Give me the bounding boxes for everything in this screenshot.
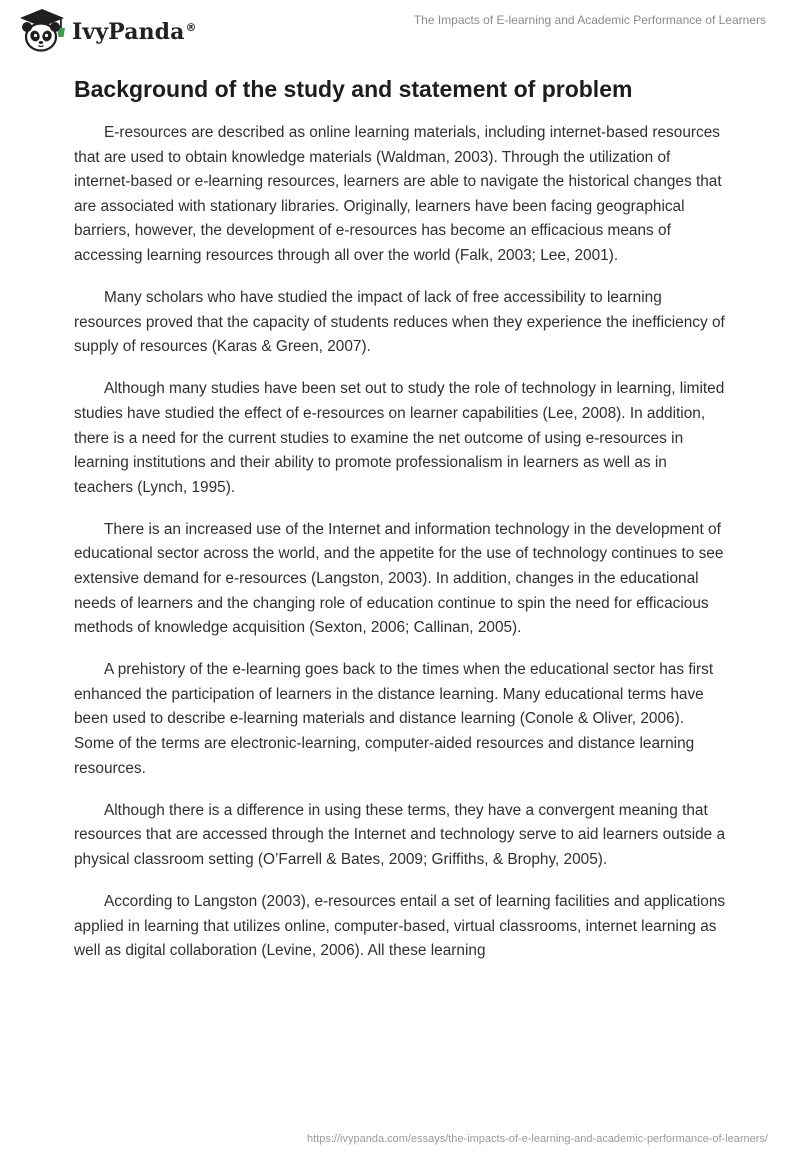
article-body <box>74 121 726 981</box>
source-url[interactable]: https://ivypanda.com/essays/the-impacts-of-e-learning-and-academic-performance-of-learners/ <box>307 1133 768 1145</box>
paragraph: Although many studies have been set out to study the role of technology in learning, limited studies have studied the effect of e-resources on learner capabilities (Lee, 2008). In addition, there is a need for the current studies to examine the net outcome of using e-resources in learning institutions and their ability to promote professionalism in learners as well as in teachers (Lynch, 1995). <box>74 380 725 496</box>
ivypanda-logo[interactable] <box>16 8 197 54</box>
paragraph: E-resources are described as online learning materials, including internet-based resources that are used to obtain knowledge materials (Waldman, 2003). Through the utilization of internet-based or e-learning resources, learners are able to navigate the historical changes that are associated with stationary libraries. Originally, learners have been facing geographical barriers, however, the development of e-resources has become an efficacious means of accessing learning resources through all over the world (Falk, 2003; Lee, 2001). <box>74 124 722 264</box>
paragraph: There is an increased use of the Internet and information technology in the development of educational sector across the world, and the appetite for the use of technology continues to see extensive demand for e-resources (Langston, 2003). In addition, changes in the educational needs of learners and the changing role of education continue to spin the need for efficacious methods of knowledge acquisition (Sexton, 2006; Callinan, 2005). <box>74 520 724 637</box>
paragraph: Many scholars who have studied the impact of lack of free accessibility to learning resources proved that the capacity of students reduces when they experience the inefficiency of supply of resources (Karas & Green, 2007). <box>74 289 725 356</box>
brand-name: IvyPanda® <box>72 19 197 45</box>
page-header <box>0 0 800 60</box>
registered-mark: ® <box>185 20 197 34</box>
paragraph: According to Langston (2003), e-resources entail a set of learning facilities and applications applied in learning that utilizes online, computer-based, virtual classrooms, internet learning as well as digital collaboration (Levine, 2006). All these learning <box>74 893 726 960</box>
panda-graduate-icon <box>16 8 68 54</box>
paragraph: Although there is a difference in using these terms, they have a convergent meaning that resources that are accessed through the Internet and technology serve to aid learners outside a physical classroom setting (O’Farrell & Bates, 2009; Griffiths, & Brophy, 2005). <box>74 801 726 868</box>
document-title: The Impacts of E-learning and Academic Performance of Learners <box>413 13 766 27</box>
section-heading: Background of the study and statement of problem <box>74 76 633 102</box>
paragraph: A prehistory of the e-learning goes back to the times when the educational sector has first enhanced the participation of learners in the distance learning. Many educational terms have been used to describe e-learning materials and distance learning (Conole & Oliver, 2006). Some of the terms are electronic-learning, computer-aided resources and distance learning resources. <box>74 661 714 777</box>
